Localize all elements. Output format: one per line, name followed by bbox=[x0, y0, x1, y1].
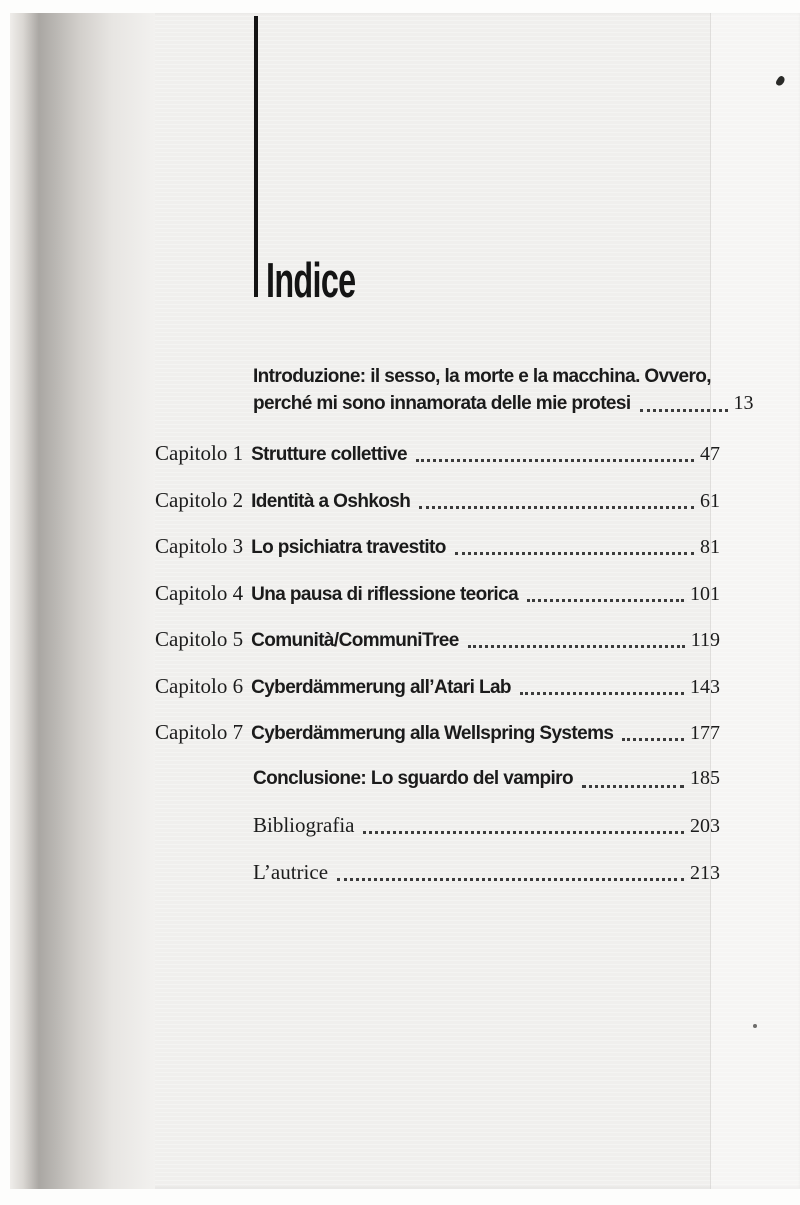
chapter-prefix: Capitolo 1 bbox=[155, 441, 244, 465]
chapter-prefix: Capitolo 6 bbox=[155, 673, 244, 698]
page-number: 185 bbox=[690, 766, 720, 789]
chapter-title: Identità a Oshkosh bbox=[251, 490, 411, 512]
dot-leader bbox=[468, 645, 685, 648]
page-number: 177 bbox=[690, 722, 720, 744]
dot-leader bbox=[455, 552, 694, 555]
toc-entry bbox=[155, 488, 720, 514]
chapter-title: Conclusione: Lo sguardo del vampiro bbox=[253, 767, 573, 789]
dot-leader bbox=[419, 506, 694, 509]
chapter-title: Cyberdämmerung alla Wellspring Systems bbox=[251, 723, 614, 744]
chapter-prefix: Capitolo 5 bbox=[155, 627, 244, 651]
toc-entry bbox=[253, 767, 720, 793]
dot-leader bbox=[582, 785, 684, 788]
page-number: 119 bbox=[690, 629, 720, 651]
page-number: 213 bbox=[690, 861, 720, 884]
page-title: Indice bbox=[266, 254, 356, 308]
chapter-title: Cyberdämmerung all’Atari Lab bbox=[251, 676, 511, 698]
chapter-title: Comunità/CommuniTree bbox=[251, 630, 459, 651]
toc-entry bbox=[155, 674, 720, 700]
toc-entry bbox=[155, 720, 720, 746]
dot-leader bbox=[337, 878, 684, 881]
dot-leader bbox=[520, 692, 684, 695]
page-number: 47 bbox=[700, 443, 720, 465]
chapter-prefix: Capitolo 2 bbox=[155, 487, 244, 512]
page-number: 203 bbox=[690, 815, 720, 837]
toc-entry bbox=[253, 813, 720, 839]
toc-entry bbox=[155, 534, 720, 560]
chapter-prefix: Capitolo 4 bbox=[155, 580, 244, 605]
intro-title: perché mi sono innamorata delle mie protesi bbox=[253, 393, 631, 414]
toc-entry bbox=[253, 860, 720, 886]
chapter-title: Una pausa di riflessione teorica bbox=[251, 583, 519, 605]
dot-leader bbox=[416, 459, 694, 462]
chapter-title: Lo psichiatra travestito bbox=[251, 537, 446, 558]
toc-entry bbox=[155, 441, 720, 467]
page-number: 81 bbox=[700, 536, 720, 558]
dust-dot bbox=[753, 1024, 757, 1028]
chapter-prefix: Capitolo 3 bbox=[155, 534, 244, 558]
page-number: 143 bbox=[690, 675, 720, 698]
dot-leader bbox=[363, 831, 684, 834]
page-number: 13 bbox=[733, 392, 754, 414]
toc-entry bbox=[155, 581, 720, 607]
dot-leader bbox=[622, 738, 684, 741]
toc-entry bbox=[155, 627, 720, 653]
chapter-prefix: Capitolo 7 bbox=[155, 720, 244, 744]
chapter-title: Bibliografia bbox=[253, 813, 355, 837]
page-number: 101 bbox=[690, 582, 720, 605]
chapter-title: Strutture collettive bbox=[251, 444, 407, 465]
page-number: 61 bbox=[700, 489, 720, 512]
intro-line-1: Introduzione: il sesso, la morte e la macchina. Ovvero, bbox=[253, 366, 711, 387]
chapter-title: L’autrice bbox=[253, 859, 329, 884]
dot-leader bbox=[527, 599, 684, 602]
